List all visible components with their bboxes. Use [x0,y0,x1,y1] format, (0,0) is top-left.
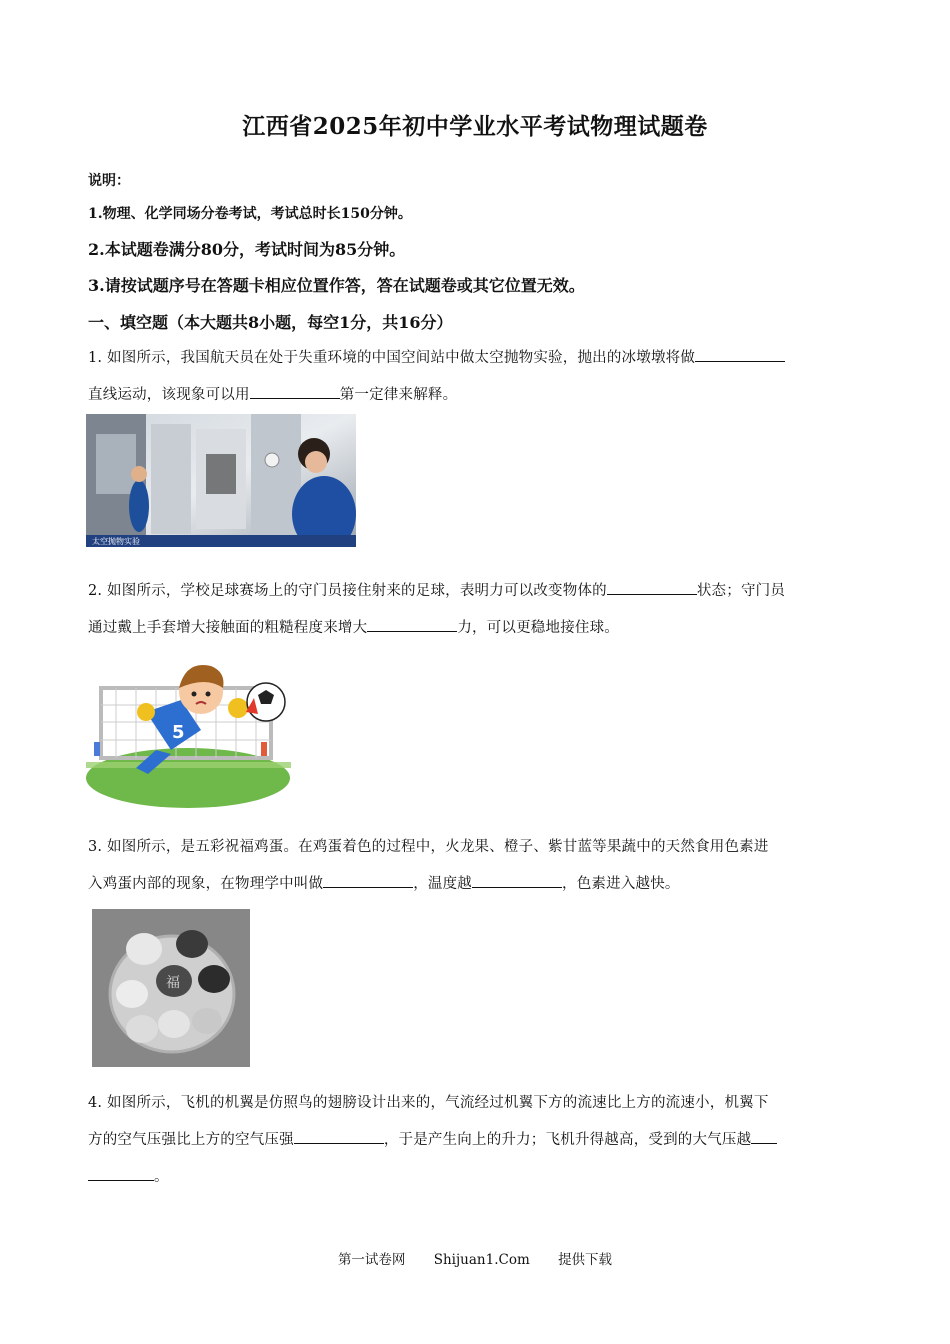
answer-blank[interactable] [88,1166,154,1181]
note-item-1: 1.物理、化学同场分卷考试，考试总时长150分钟。 [88,206,412,222]
answer-blank[interactable] [695,347,785,362]
question-1-line-2: 直线运动，该现象可以用 第一定律来解释。 [88,383,868,404]
question-2-line-1: 2. 如图所示，学校足球赛场上的守门员接住射来的足球，表明力可以改变物体的 状态；守门员 [88,579,868,600]
section-heading: 一、填空题（本大题共8小题，每空1分，共16分） [88,313,453,332]
colored-eggs-photo [92,909,250,1067]
question-4-line-1: 4. 如图所示，飞机的机翼是仿照鸟的翅膀设计出来的，气流经过机翼下方的流速比上方的流速小，机翼下 [88,1095,769,1111]
answer-blank[interactable] [607,580,697,595]
question-2-line-2: 通过戴上手套增大接触面的粗糙程度来增大 力，可以更稳地接住球。 [88,616,868,637]
note-item-2: 2.本试题卷满分80分，考试时间为85分钟。 [88,240,406,259]
space-station-photo [86,414,356,547]
goalkeeper-illustration [86,650,291,808]
answer-blank[interactable] [751,1129,777,1144]
answer-blank[interactable] [250,384,340,399]
footer-site-cn[interactable]: 第一试卷网 [337,1252,406,1268]
egg-character: 福 [166,975,180,991]
answer-blank[interactable] [367,617,457,632]
page-footer [0,1248,950,1268]
footer-site-en[interactable]: Shijuan1.Com [433,1252,530,1268]
question-1-line-1: 1. 如图所示，我国航天员在处于失重环境的中国空间站中做太空抛物实验，抛出的冰墩墩将做 [88,346,868,367]
question-4-line-2: 方的空气压强比上方的空气压强 ，于是产生向上的升力；飞机升得越高，受到的大气压越 [88,1128,868,1149]
question-3-line-1: 3. 如图所示，是五彩祝福鸡蛋。在鸡蛋着色的过程中，火龙果、橙子、紫甘蓝等果蔬中的天然食用色素进 [88,839,769,855]
answer-blank[interactable] [323,873,413,888]
photo-caption: 太空抛物实验 [92,537,140,546]
notes-heading: 说明： [88,173,130,189]
question-3-line-2: 入鸡蛋内部的现象，在物理学中叫做 ，温度越 ，色素进入越快。 [88,872,868,893]
jersey-number: 5 [172,722,185,743]
answer-blank[interactable] [472,873,562,888]
question-4-line-3: 。 [88,1165,868,1186]
page-title: 江西省2025年初中学业水平考试物理试题卷 [242,113,708,140]
footer-tail: 提供下载 [558,1252,613,1268]
note-item-3: 3.请按试题序号在答题卡相应位置作答，答在试题卷或其它位置无效。 [88,276,585,295]
answer-blank[interactable] [294,1129,384,1144]
